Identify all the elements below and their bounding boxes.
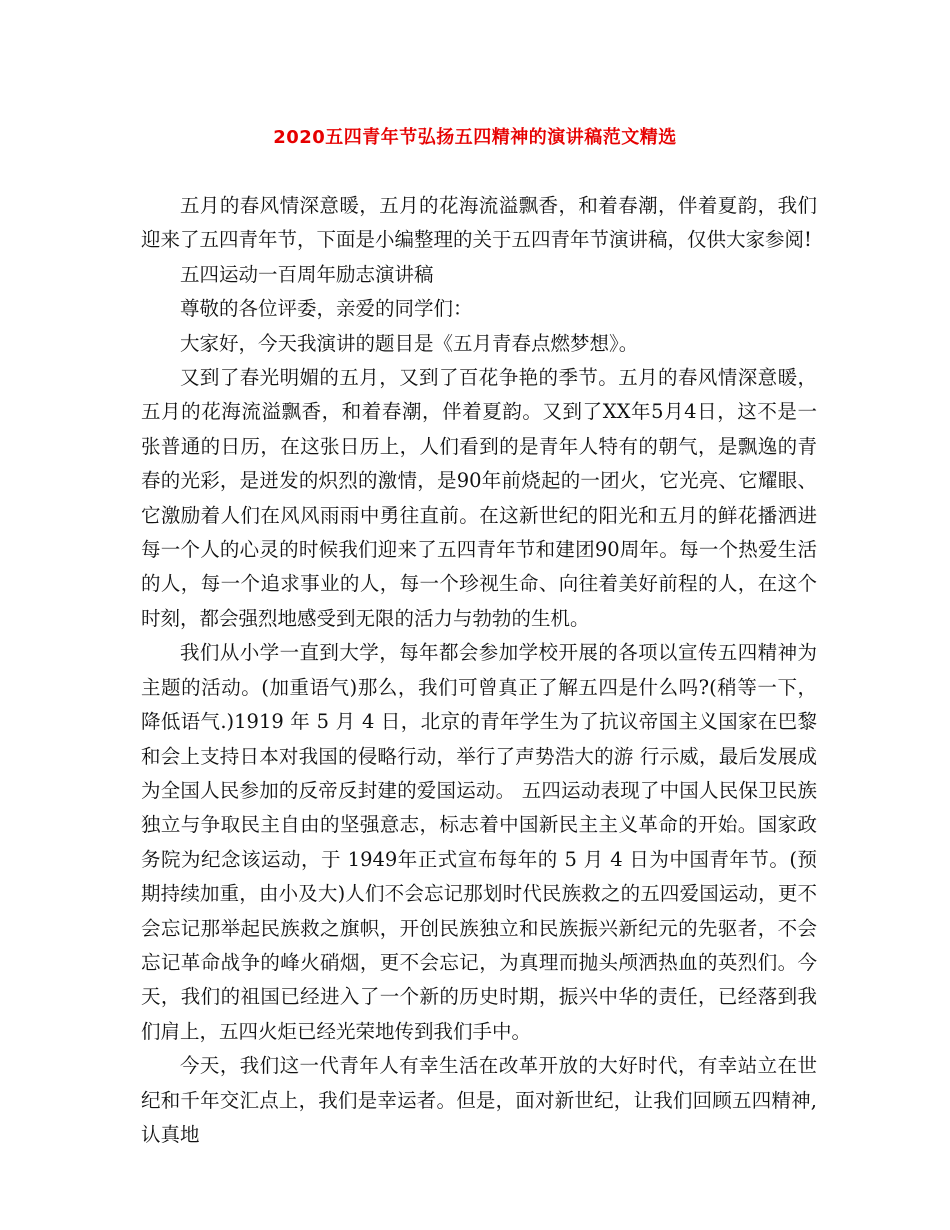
- paragraph-greeting: 大家好，今天我演讲的题目是《五月青春点燃梦想》。: [180, 331, 639, 355]
- paragraph-may-fourth-history: 我们从小学一直到大学，每年都会参加学校开展的各项以宣传五四精神为主题的活动。(加重语气)那么，我们可曾真正了解五四是什么吗?(稍等一下，降低语气.)1919 年 5 月 4 日，北京的青年学生为了抗议帝国主义国家在巴黎和会上支持日本对我国的侵略行动，举行了声势浩大的游 行示威，最后发展成为全国人民参加的反帝反封建的爱国运动。 五四运动表现了中国人民保卫民族独立与争取民主自由的坚强意志，标志着中国新民主主义革命的开始。国家政务院为纪念该运动，于 1949年正式宣布每年的 5 月 4 日为中国青年节。(预期持续加重，由小及大)人们不会忘记那划时代民族救之的五四爱国运动，更不会忘记那举起民族救之旗帜，开创民族独立和民族振兴新纪元的先驱者，不会忘记革命战争的峰火硝烟，更不会忘记，为真理而抛头颅洒热血的英烈们。今天，我们的祖国已经进入了一个新的历史时期，振兴中华的责任，已经落到我们肩上，五四火炬已经光荣地传到我们手中。: [141, 641, 817, 1043]
- paragraph-intro: 五月的春风情深意暖，五月的花海流溢飘香，和着春潮，伴着夏韵，我们迎来了五四青年节，下面是小编整理的关于五四青年节演讲稿，仅供大家参阅!: [141, 194, 817, 252]
- document-body: [141, 189, 817, 1152]
- document-title: 2020五四青年节弘扬五四精神的演讲稿范文精选: [273, 127, 677, 148]
- paragraph-salutation: 尊敬的各位评委，亲爱的同学们：: [180, 297, 473, 321]
- paragraph-today: 今天，我们这一代青年人有幸生活在改革开放的大好时代，有幸站立在世纪和千年交汇点上，我们是幸运者。但是，面对新世纪，让我们回顾五四精神,认真地: [141, 1054, 817, 1146]
- paragraph-may-spring: 又到了春光明媚的五月，又到了百花争艳的季节。五月的春风情深意暖，五月的花海流溢飘香，和着春潮，伴着夏韵。又到了XX年5月4日，这不是一张普通的日历，在这张日历上，人们看到的是青年人特有的朝气，是飘逸的青春的光彩，是迸发的炽烈的激情，是90年前烧起的一团火，它光亮、它耀眼、它激励着人们在风风雨雨中勇往直前。在这新世纪的阳光和五月的鲜花播洒进每一个人的心灵的时候我们迎来了五四青年节和建团90周年。每一个热爱生活的人，每一个追求事业的人，每一个珍视生命、向往着美好前程的人，在这个时刻，都会强烈地感受到无限的活力与勃勃的生机。: [141, 366, 817, 630]
- paragraph-speech-title: 五四运动一百周年励志演讲稿: [180, 262, 434, 286]
